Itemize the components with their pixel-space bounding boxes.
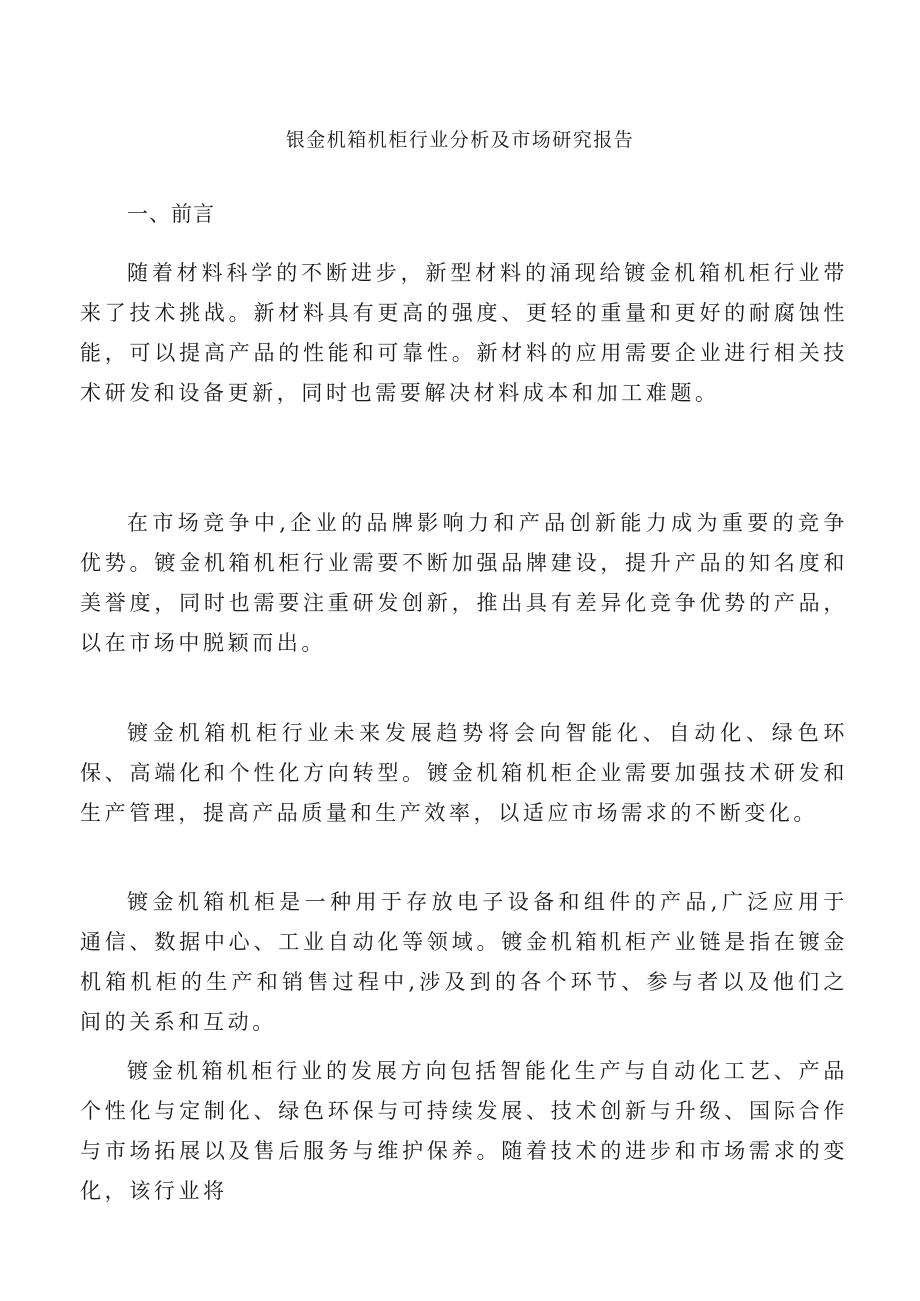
paragraph-industry-chain: 镀金机箱机柜是一种用于存放电子设备和组件的产品,广泛应用于通信、数据中心、工业自动化等领域。镀金机箱机柜产业链是指在镀金机箱机柜的生产和销售过程中,涉及到的各个环节、参与者以及他们之间的关系和互动。 — [80, 890, 848, 1034]
section-heading-preface: 一、前言 — [127, 202, 215, 226]
paragraph-development-direction: 镀金机箱机柜行业的发展方向包括智能化生产与自动化工艺、产品个性化与定制化、绿色环保与可持续发展、技术创新与升级、国际合作与市场拓展以及售后服务与维护保养。随着技术的进步和市场需求的变化，该行业将 — [80, 1059, 848, 1203]
paragraph-competition: 在市场竞争中,企业的品牌影响力和产品创新能力成为重要的竞争优势。镀金机箱机柜行业需要不断加强品牌建设，提升产品的知名度和美誉度，同时也需要注重研发创新，推出具有差异化竞争优势的产品，以在市场中脱颖而出。 — [80, 511, 848, 655]
paragraph-trends: 镀金机箱机柜行业未来发展趋势将会向智能化、自动化、绿色环保、高端化和个性化方向转型。镀金机箱机柜企业需要加强技术研发和生产管理，提高产品质量和生产效率，以适应市场需求的不断变化。 — [80, 721, 848, 825]
document-title: 银金机箱机柜行业分析及市场研究报告 — [285, 129, 635, 151]
paragraph-materials: 随着材料科学的不断进步，新型材料的涌现给镀金机箱机柜行业带来了技术挑战。新材料具有更高的强度、更轻的重量和更好的耐腐蚀性能，可以提高产品的性能和可靠性。新材料的应用需要企业进行相关技术研发和设备更新，同时也需要解决材料成本和加工难题。 — [80, 261, 848, 405]
